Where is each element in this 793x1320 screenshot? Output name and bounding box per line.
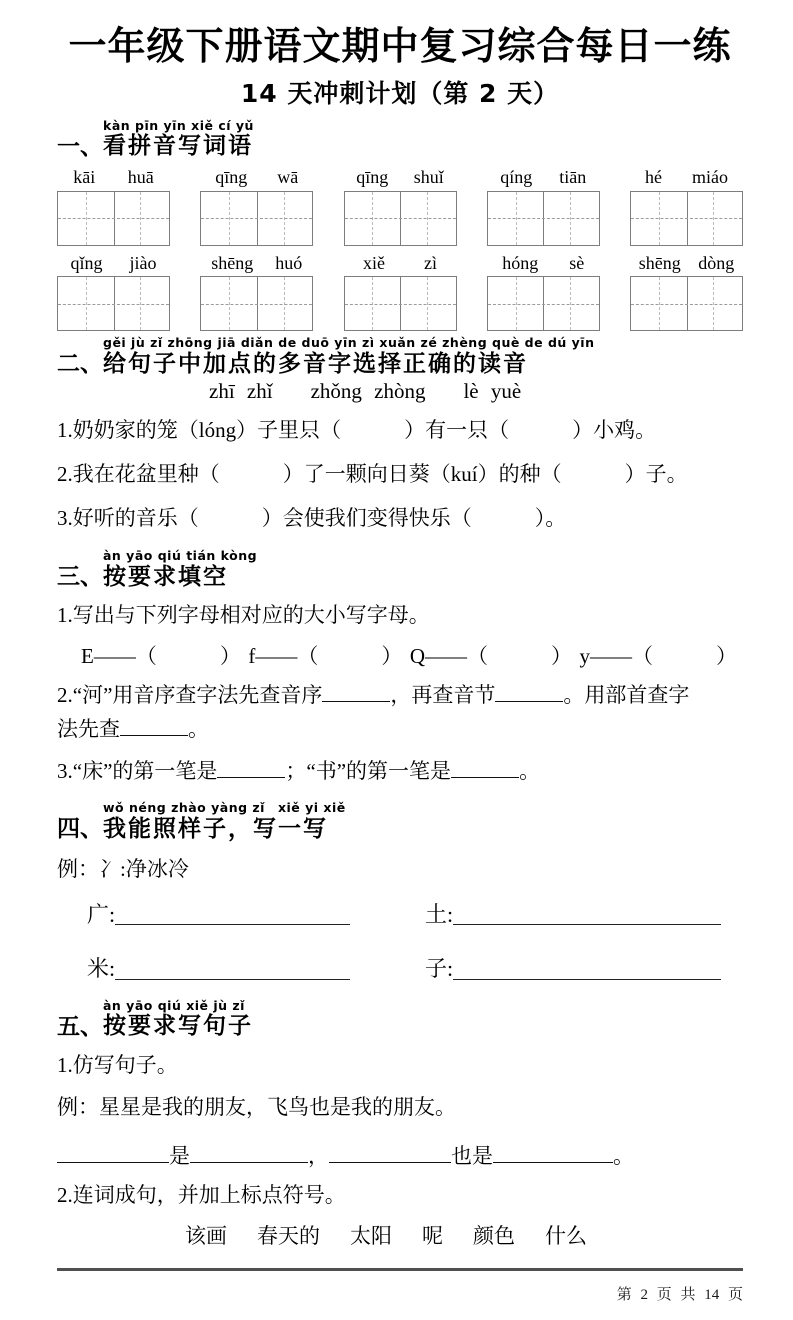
option-group: zhī zhǐ xyxy=(209,379,273,404)
radical-item xyxy=(425,955,743,984)
writing-grid-box xyxy=(487,191,600,246)
sentence-text: （ ）。 xyxy=(450,506,567,531)
pinyin-syllable: dòng xyxy=(698,252,735,273)
writing-grid-box xyxy=(344,191,457,246)
radical-label: 土: xyxy=(425,901,454,927)
pinyin-syllable: qíng xyxy=(500,166,533,187)
fill-question xyxy=(57,754,743,788)
pinyin-word xyxy=(344,167,457,246)
footer-rule xyxy=(57,1268,743,1271)
pinyin-label xyxy=(57,253,170,274)
instruction-text: 2.连词成句，并加上标点符号。 xyxy=(57,1183,346,1208)
sentence xyxy=(57,413,743,448)
section-heading-main xyxy=(103,550,257,590)
question-text: 3.“床”的第一笔是 xyxy=(57,759,218,784)
page-footer xyxy=(57,1268,743,1304)
grid-guide-lines xyxy=(659,277,715,330)
pinyin-label xyxy=(630,253,743,274)
answer-blank xyxy=(329,1141,451,1163)
pinyin-syllable: kāi xyxy=(73,166,96,187)
answer-line xyxy=(115,924,350,925)
pinyin-syllable: qǐng xyxy=(70,252,103,273)
pinyin-syllable: jiào xyxy=(129,252,157,273)
writing-grid-box xyxy=(200,191,313,246)
fill-question xyxy=(57,678,743,746)
pinyin-word-row xyxy=(57,167,743,246)
section-1 xyxy=(57,117,743,332)
word-bank-item: 呢 xyxy=(422,1224,443,1249)
section-1-heading xyxy=(57,117,743,160)
pinyin-syllable: xiě xyxy=(363,252,385,273)
sentence-text: 也是 xyxy=(451,1144,493,1169)
writing-grid-box xyxy=(630,276,743,331)
pinyin-syllable: huó xyxy=(275,252,303,273)
grid-guide-lines xyxy=(516,192,572,245)
section-title: 按要求填空 xyxy=(103,563,228,590)
letter-pair-item: f——（ ） xyxy=(248,644,403,669)
answer-blank xyxy=(57,1141,169,1163)
answer-blank xyxy=(495,680,563,702)
pinyin-syllable: sè xyxy=(569,252,585,273)
pinyin-syllable: miáo xyxy=(692,166,728,187)
radical-exercise-grid xyxy=(87,901,743,984)
section-pinyin: wǒ néng zhào yàng zǐ xiě yi xiě xyxy=(103,800,346,816)
section-3-heading xyxy=(57,550,743,590)
dotted-character: 只 xyxy=(299,418,321,443)
pinyin-syllable: wā xyxy=(277,166,299,187)
pinyin-word xyxy=(200,167,313,246)
dotted-character: 乐 xyxy=(429,506,451,531)
word-bank-item: 什么 xyxy=(545,1224,587,1249)
example-text: 例：冫:净冰冷 xyxy=(57,856,189,881)
grid-guide-lines xyxy=(86,277,142,330)
section-number: 三、 xyxy=(57,564,103,590)
answer-blank xyxy=(322,680,390,702)
page-subtitle: 14 天冲刺计划（第 2 天） xyxy=(240,78,560,108)
pinyin-label xyxy=(344,167,457,188)
pinyin-word xyxy=(344,253,457,332)
instruction-text: 1.仿写句子。 xyxy=(57,1053,178,1078)
word-bank-row xyxy=(185,1220,743,1250)
section-number: 一、 xyxy=(57,133,103,160)
writing-grid-box xyxy=(630,191,743,246)
sentence-text: （ ）了一颗向日葵（kuí）的 xyxy=(198,462,520,487)
letter-pair-item: E——（ ） xyxy=(81,644,241,669)
section-title: 我能照样子，写一写 xyxy=(103,815,328,842)
pinyin-word xyxy=(487,253,600,332)
section-5-heading xyxy=(57,997,743,1040)
writing-grid-box xyxy=(57,276,170,331)
pinyin-word xyxy=(487,167,600,246)
answer-blank xyxy=(190,1141,308,1163)
radical-label: 子: xyxy=(425,956,454,982)
answer-line xyxy=(115,979,350,980)
word-bank-item: 春天的 xyxy=(257,1224,320,1249)
grid-guide-lines xyxy=(229,192,285,245)
pinyin-word-row xyxy=(57,253,743,332)
section-number: 二、 xyxy=(57,351,103,378)
question-text: ；“书”的第一笔是 xyxy=(285,759,452,784)
grid-guide-lines xyxy=(229,277,285,330)
page-number: 第 2 页 共 14 页 xyxy=(616,1287,743,1304)
instruction-text: 1.写出与下列字母相对应的大小写字母。 xyxy=(57,603,430,628)
answer-blank xyxy=(120,714,188,736)
writing-grid-box xyxy=(344,276,457,331)
pinyin-label xyxy=(487,253,600,274)
pinyin-syllable: qīng xyxy=(215,166,248,187)
letter-pair-item: Q——（ ） xyxy=(409,644,572,669)
section-title: 看拼音写词语 xyxy=(103,133,253,160)
question-text: 。 xyxy=(519,759,541,784)
radical-label: 米: xyxy=(87,956,116,982)
fill-sentence xyxy=(57,1140,743,1170)
pinyin-syllable: hóng xyxy=(502,252,539,273)
page-title: 一年级下册语文期中复习综合每日一练 xyxy=(68,24,732,68)
sentence-text: 2.我在花盆里 xyxy=(57,462,178,487)
section-2 xyxy=(57,337,743,536)
radical-item xyxy=(425,901,743,930)
sentence-text: （ ）有一 xyxy=(320,418,468,443)
writing-grid-box xyxy=(487,276,600,331)
question-text: 2.“河”用音序查字法先查音序 xyxy=(57,683,323,708)
sentence-text: （ ）会使我们变得快 xyxy=(177,506,430,531)
pinyin-syllable: shuǐ xyxy=(413,166,444,187)
section-heading-main xyxy=(103,337,595,377)
word-bank-item: 该画 xyxy=(185,1224,227,1249)
pinyin-syllable: tiān xyxy=(559,166,587,187)
question-text: 。用部首查字 xyxy=(563,683,690,708)
pinyin-label xyxy=(200,167,313,188)
question-text: 。 xyxy=(188,717,209,742)
answer-line xyxy=(453,979,721,980)
pinyin-word xyxy=(57,167,170,246)
pinyin-syllable: qīng xyxy=(356,166,389,187)
section-heading-main xyxy=(103,997,253,1040)
section-pinyin: gěi jù zǐ zhōng jiā diǎn de duō yīn zì xuǎn zé zhèng què de dú yīn xyxy=(103,335,595,351)
pinyin-syllable: huā xyxy=(127,166,154,187)
question-text: ，再查音节 xyxy=(390,683,496,708)
sentence xyxy=(57,457,743,492)
pronunciation-options xyxy=(209,379,743,404)
section-title: 按要求写句子 xyxy=(103,1013,253,1040)
section-4-heading xyxy=(57,802,743,842)
dotted-character: 种 xyxy=(519,462,541,487)
answer-blank xyxy=(217,756,285,778)
example-text: 例：星星是我的朋友，飞鸟也是我的朋友。 xyxy=(57,1095,456,1120)
letter-pairs-row xyxy=(81,640,737,670)
section-3 xyxy=(57,550,743,788)
section-number: 四、 xyxy=(57,816,103,843)
answer-blank xyxy=(493,1141,613,1163)
section-heading-main xyxy=(103,117,254,160)
section-pinyin: àn yāo qiú xiě jù zǐ xyxy=(103,997,245,1013)
sentence-text: 3.好听的音 xyxy=(57,506,157,531)
pinyin-syllable: shēng xyxy=(638,252,681,273)
sentence-text: （ ）小鸡。 xyxy=(488,418,657,443)
pinyin-syllable: hé xyxy=(645,166,662,187)
pinyin-word xyxy=(200,253,313,332)
pinyin-syllable: shēng xyxy=(211,252,254,273)
grid-guide-lines xyxy=(516,277,572,330)
sentence-text: 是 xyxy=(169,1144,190,1169)
grid-guide-lines xyxy=(372,277,428,330)
grid-guide-lines xyxy=(659,192,715,245)
pinyin-word xyxy=(630,167,743,246)
sentence-text: 1.奶奶家的笼（lóng）子里 xyxy=(57,418,300,443)
word-bank-item: 太阳 xyxy=(350,1224,392,1249)
pinyin-word xyxy=(630,253,743,332)
grid-guide-lines xyxy=(372,192,428,245)
pinyin-label xyxy=(630,167,743,188)
word-bank-item: 颜色 xyxy=(473,1224,515,1249)
section-pinyin: àn yāo qiú tián kòng xyxy=(103,548,258,564)
letter-pair-item: y——（ ） xyxy=(579,644,737,669)
dotted-character: 只 xyxy=(467,418,489,443)
pinyin-word xyxy=(57,253,170,332)
pinyin-label xyxy=(344,253,457,274)
section-number: 五、 xyxy=(57,1013,103,1040)
sentence-text: 。 xyxy=(613,1144,634,1169)
section-4 xyxy=(57,802,743,983)
question-text: 法先查 xyxy=(57,717,120,742)
answer-line xyxy=(453,924,721,925)
pinyin-label xyxy=(487,167,600,188)
radical-item xyxy=(87,955,425,984)
section-pinyin: kàn pīn yīn xiě cí yǔ xyxy=(103,117,254,133)
dotted-character: 乐 xyxy=(156,506,178,531)
sentence xyxy=(57,501,743,536)
section-2-heading xyxy=(57,337,743,377)
pinyin-label xyxy=(57,167,170,188)
pinyin-label xyxy=(200,253,313,274)
section-5 xyxy=(57,997,743,1250)
sentence-text: ， xyxy=(308,1144,329,1169)
writing-grid-box xyxy=(57,191,170,246)
pinyin-syllable: zì xyxy=(424,252,437,273)
option-group: lè yuè xyxy=(463,379,522,404)
section-heading-main xyxy=(103,802,346,842)
dotted-character: 种 xyxy=(177,462,199,487)
option-group: zhǒng zhòng xyxy=(310,379,426,404)
radical-item xyxy=(87,901,425,930)
grid-guide-lines xyxy=(86,192,142,245)
sentence-text: （ ）子。 xyxy=(540,462,688,487)
radical-label: 广: xyxy=(87,901,116,927)
answer-blank xyxy=(451,756,519,778)
section-title: 给句子中加点的多音字选择正确的读音 xyxy=(103,350,528,377)
writing-grid-box xyxy=(200,276,313,331)
